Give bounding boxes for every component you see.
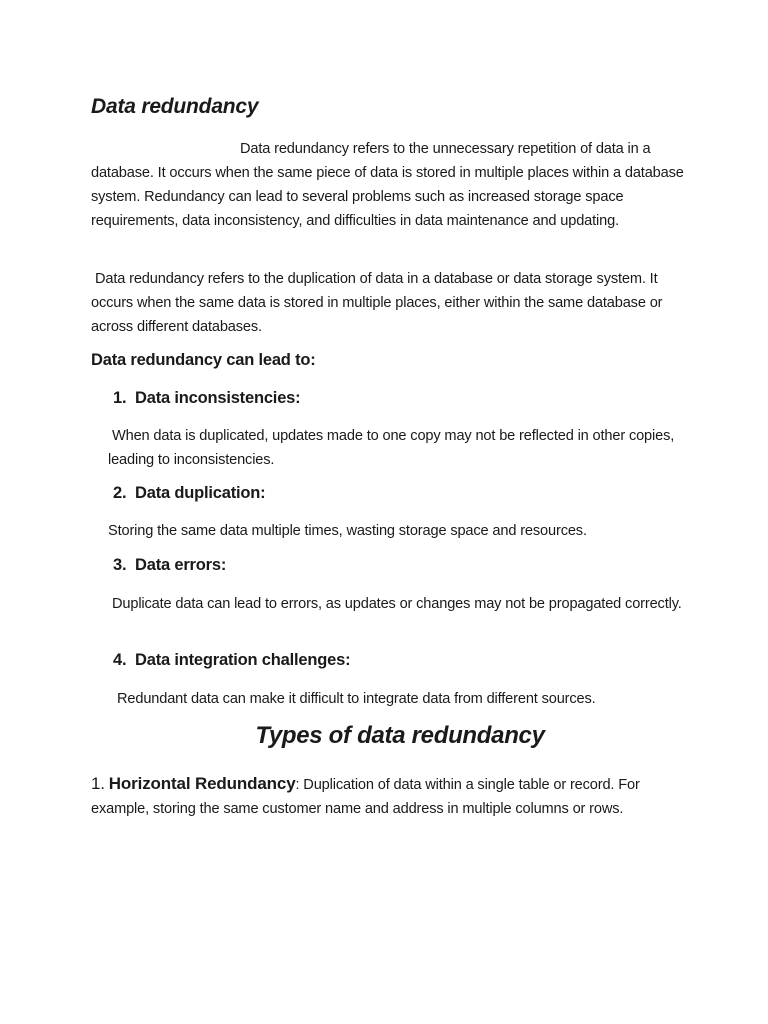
list-item-text: Storing the same data multiple times, wasting storage space and resources. <box>108 523 587 539</box>
list-item-title: Data errors: <box>135 556 227 574</box>
type-description: : Duplication of data within a single table or record. For example, storing the same customer name and address in multiple columns or rows. <box>91 777 640 817</box>
list-item-number: 1. <box>113 389 127 407</box>
list-item-number: 3. <box>113 556 127 574</box>
types-section-title: Types of data redundancy <box>255 722 545 749</box>
list-item-title: Data integration challenges: <box>135 651 351 669</box>
list-item-text: Duplicate data can lead to errors, as updates or changes may not be propagated correctly. <box>112 596 682 612</box>
consequences-heading: Data redundancy can lead to: <box>91 351 316 369</box>
list-item-heading <box>113 389 300 408</box>
type-term: Horizontal Redundancy <box>108 774 296 793</box>
intro-paragraph: Data redundancy refers to the unnecessary repetition of data in a database. It occurs when the same piece of data is stored in multiple places within a database system. Redundancy can lead to several problems such as increased storage space requirements, data inconsistency, and difficulties in data maintenance and updating. <box>91 141 684 229</box>
type-number: 1. <box>91 774 105 793</box>
list-item-heading <box>113 651 350 670</box>
list-item-heading <box>113 556 226 575</box>
list-item-number: 2. <box>113 484 127 502</box>
list-item-title: Data inconsistencies: <box>135 389 301 407</box>
document-title: Data redundancy <box>91 95 259 118</box>
definition-paragraph: Data redundancy refers to the duplication of data in a database or data storage system. It occurs when the same data is stored in multiple places, either within the same database or across different databases. <box>91 271 663 335</box>
types-paragraph <box>91 772 691 821</box>
list-item-text: Redundant data can make it difficult to integrate data from different sources. <box>117 691 596 707</box>
list-item-title: Data duplication: <box>135 484 266 502</box>
list-item-number: 4. <box>113 651 127 669</box>
list-item-heading <box>113 484 265 503</box>
list-item-text: When data is duplicated, updates made to one copy may not be reflected in other copies, leading to inconsistencies. <box>108 428 675 468</box>
